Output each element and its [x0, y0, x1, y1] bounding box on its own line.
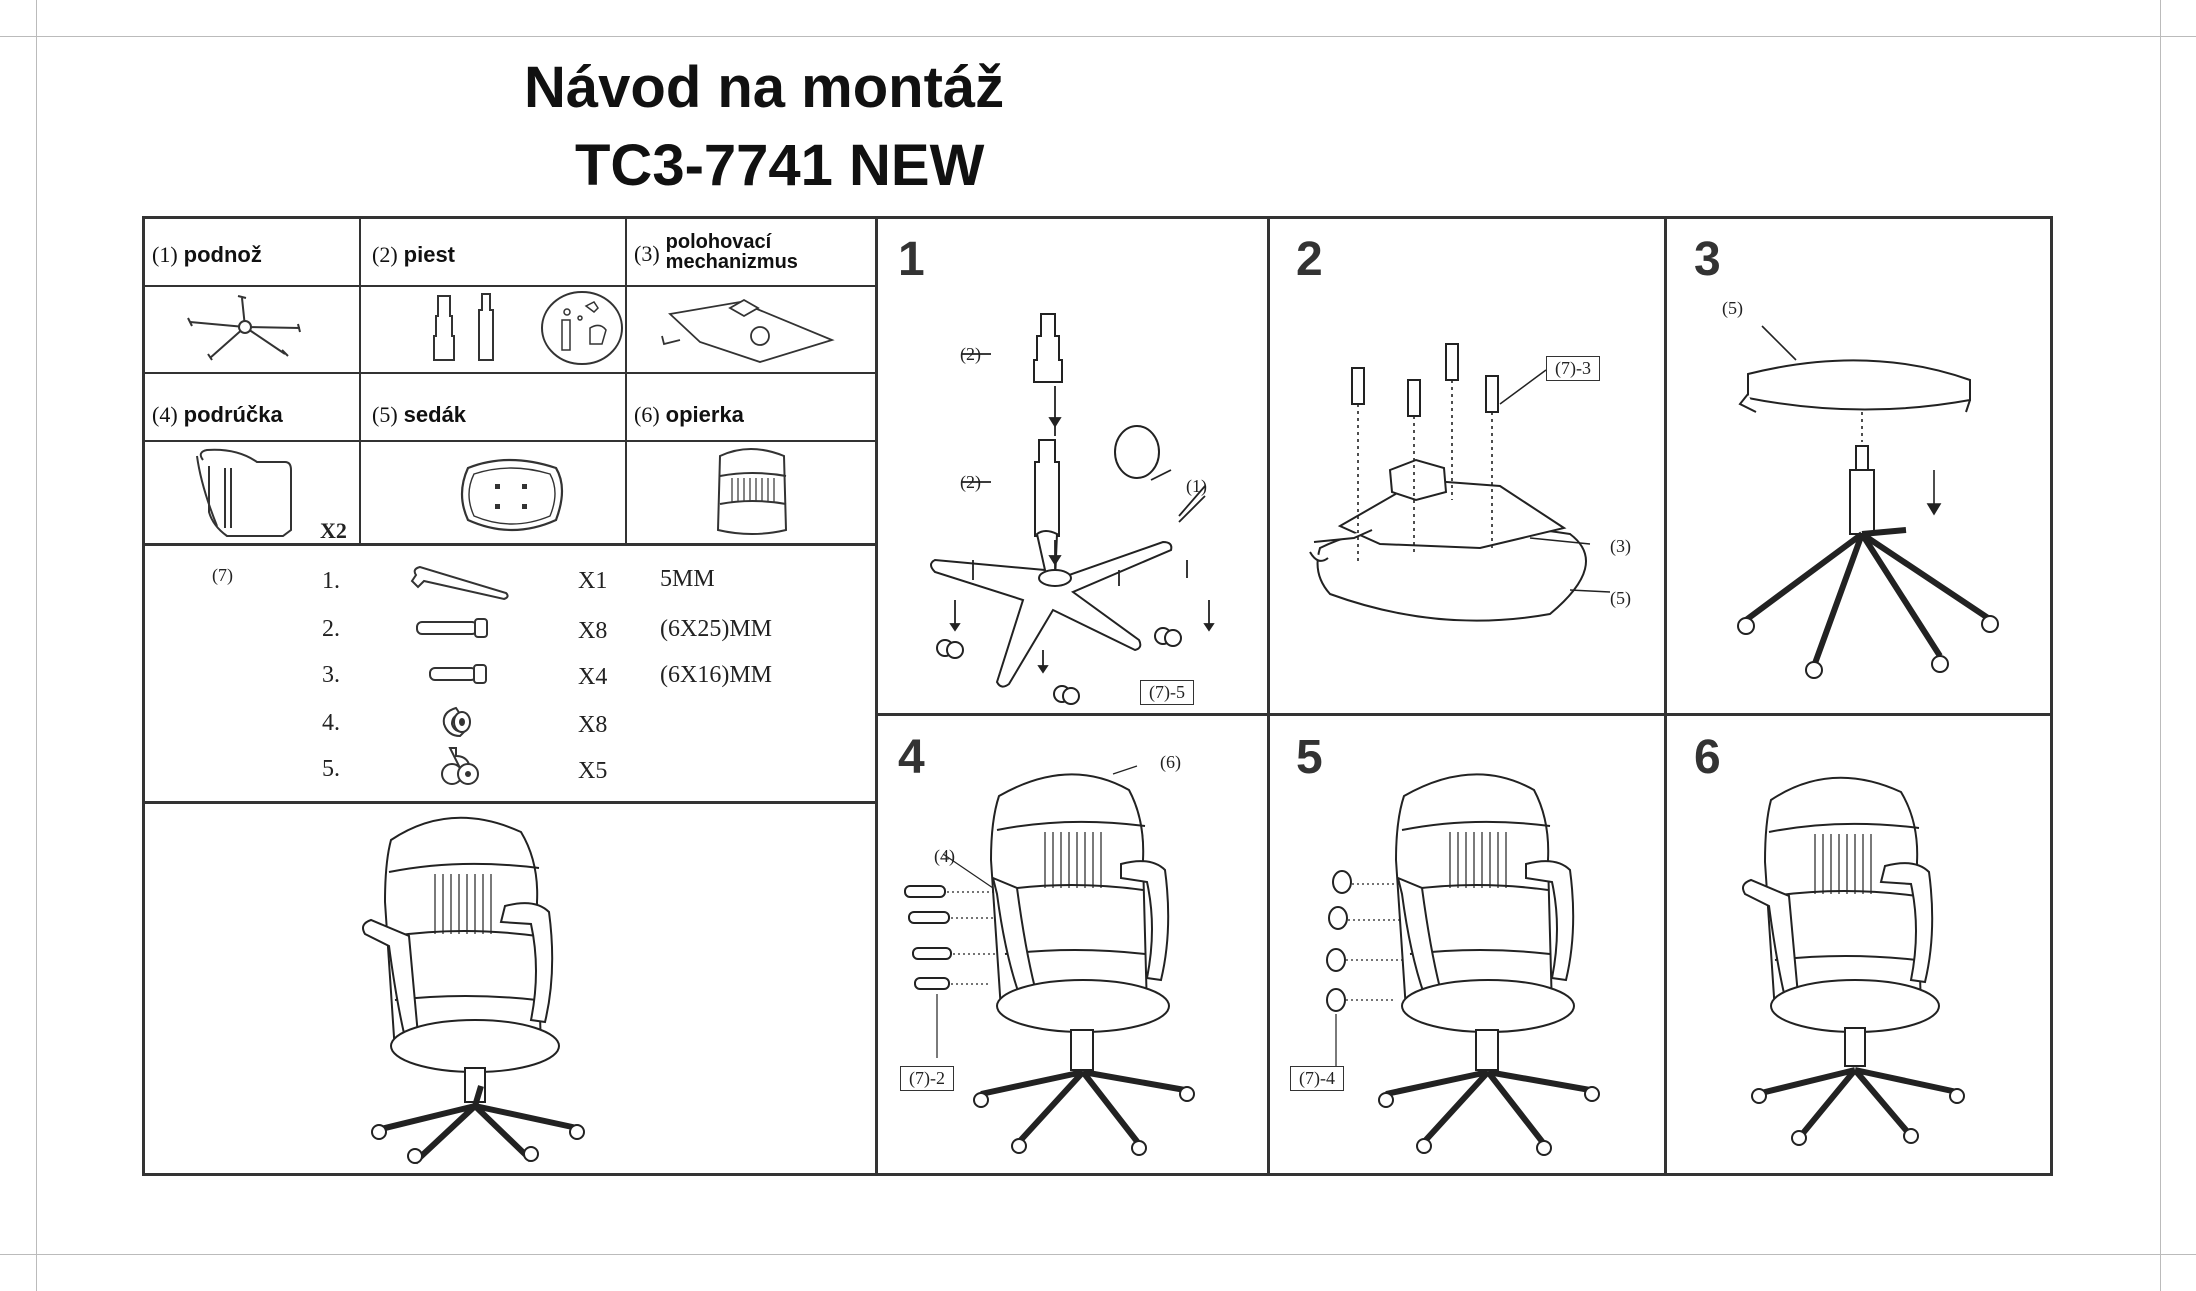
part-label-armrest: (4) podrúčka [152, 402, 283, 427]
backrest-icon [712, 446, 792, 538]
part-label-base: (1) podnož [152, 242, 262, 267]
mechanism-icon [660, 292, 840, 368]
step-1-hardware-box: (7)-5 [1140, 680, 1194, 705]
step-3-callout: (5) [1722, 298, 1743, 318]
crop-mark [36, 0, 37, 1291]
step-1-callout: (2) [960, 472, 981, 492]
step-4-illustration [895, 760, 1255, 1160]
hardware-group-label: (7) [212, 565, 233, 585]
armrest-icon [185, 446, 295, 538]
step-5-number: 5 [1296, 731, 1323, 784]
allen-key-icon [410, 565, 510, 601]
step-5-hardware-box: (7)-4 [1290, 1066, 1344, 1091]
step-1-callout: (1) [1186, 476, 1207, 496]
page-title: Návod na montáž [524, 55, 1005, 120]
step-2-callout: (3) [1610, 536, 1631, 556]
part-label-backrest: (6) opierka [634, 402, 744, 427]
short-bolt-icon [428, 663, 490, 685]
crop-mark [0, 1254, 2196, 1255]
armrest-quantity: X2 [320, 518, 347, 543]
finished-chair-icon [355, 810, 635, 1165]
step-2-callout: (5) [1610, 588, 1631, 608]
step-1-number: 1 [898, 233, 925, 286]
crop-mark [2160, 0, 2161, 1291]
step-1-illustration [905, 300, 1245, 710]
step-2-illustration [1300, 330, 1600, 660]
step-6-number: 6 [1694, 731, 1721, 784]
piston-detail-icon [540, 290, 625, 368]
part-label-mechanism: (3) polohovací mechanizmus [634, 231, 798, 273]
part-label-seat: (5) sedák [372, 402, 467, 427]
seat-icon [458, 454, 566, 536]
model-number: TC3-7741 NEW [575, 133, 985, 198]
step-5-illustration [1300, 760, 1660, 1160]
washer-icon [440, 704, 474, 740]
step-4-callout: (6) [1160, 752, 1181, 772]
step-1-callout: (2) [960, 344, 981, 364]
step-4-hardware-box: (7)-2 [900, 1066, 954, 1091]
step-2-hardware-box: (7)-3 [1546, 356, 1600, 381]
step-3-illustration [1720, 320, 2020, 690]
long-bolt-icon [415, 617, 491, 639]
crop-mark [0, 36, 2196, 37]
step-3-number: 3 [1694, 233, 1721, 286]
part-label-piston: (2) piest [372, 242, 456, 267]
step-6-illustration [1735, 770, 2015, 1150]
caster-icon [436, 746, 480, 788]
base-icon [180, 292, 310, 362]
step-2-number: 2 [1296, 233, 1323, 286]
step-4-number: 4 [898, 731, 925, 784]
piston-icon [430, 292, 510, 366]
step-4-callout: (4) [934, 846, 955, 866]
